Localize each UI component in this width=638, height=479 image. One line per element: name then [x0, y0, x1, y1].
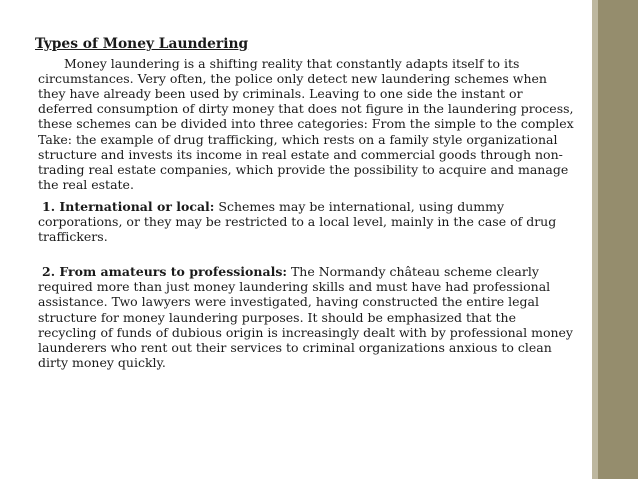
decorative-side-bar [592, 0, 638, 479]
list-item-label: 1. International or local: [42, 198, 215, 214]
list-item-text: The Normandy château scheme clearly required more than just money laundering skills and must have had professional assistance. Two lawyers were investigated, having constructed the entire legal structure for money laundering purposes. It should be emphasized that the recycling of funds of dubious origin is increasingly dealt with by professional money launderers who rent out their services to criminal organizations anxious to clean dirty money quickly. [38, 264, 573, 370]
intro-paragraph: Money laundering is a shifting reality that constantly adapts itself to its circumstances. Very often, the police only detect new laundering schemes when they have already been used by criminals. Leaving to one side the instant or deferred consumption of dirty money that does not figure in the laundering process, these schemes can be divided into three categories: From the simple to the complex Take: the example of drug trafficking, which rests on a family style organizational structure and invests its income in real estate and commercial goods through non-trading real estate companies, which provide the possibility to acquire and manage the real estate. [38, 56, 574, 192]
slide-content [35, 36, 578, 370]
list-item-amateurs-professionals [38, 264, 578, 370]
list-item-label: 2. From amateurs to professionals: [42, 264, 287, 280]
slide-heading: Types of Money Laundering [35, 36, 249, 52]
list-item-text: Schemes may be international, using dummy corporations, or they may be restricted to a local level, mainly in the case of drug traffickers. [38, 198, 557, 245]
decorative-side-bar-stripe [592, 0, 598, 479]
list-item-international-local [38, 199, 578, 244]
